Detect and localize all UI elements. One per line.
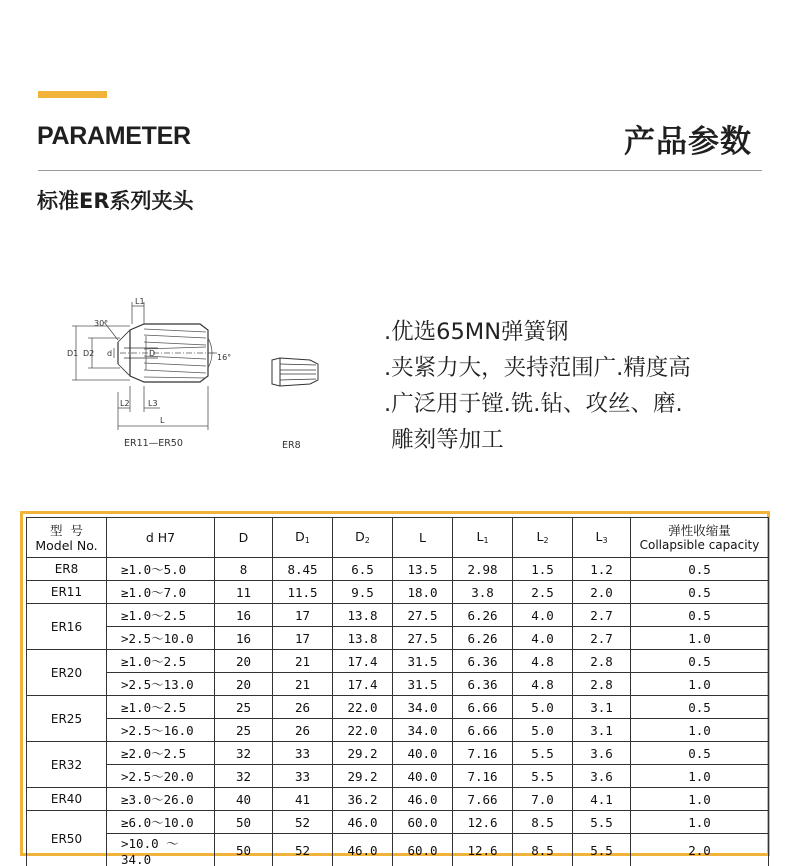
spec-table-body xyxy=(27,558,769,866)
feature-item: .优选65MN弹簧钢 xyxy=(384,319,569,345)
cell-d2: 22.0 xyxy=(333,696,393,719)
cell-l2: 5.5 xyxy=(513,742,573,765)
dim-d-label: d xyxy=(107,349,113,358)
angle-30-label: 30° xyxy=(94,319,109,328)
cell-l3: 5.5 xyxy=(573,811,631,834)
cell-d1: 33 xyxy=(273,742,333,765)
col-header-d1: $D_1$ xyxy=(273,518,333,558)
cell-l1: 7.16 xyxy=(453,742,513,765)
table-row xyxy=(27,558,769,581)
cell-l2: 4.0 xyxy=(513,627,573,650)
cell-l2: 4.8 xyxy=(513,650,573,673)
table-row xyxy=(27,673,769,696)
table-header-row xyxy=(27,518,769,558)
cell-model: ER50 xyxy=(27,811,107,866)
cell-l: 27.5 xyxy=(393,604,453,627)
cell-dh7: >2.5～13.0 xyxy=(107,673,215,696)
cell-d2: 46.0 xyxy=(333,811,393,834)
cell-dh7: ≥1.0～2.5 xyxy=(107,650,215,673)
table-row xyxy=(27,650,769,673)
cell-d2: 36.2 xyxy=(333,788,393,811)
feature-item: .夹紧力大，夹持范围广.精度高 xyxy=(384,355,691,381)
cell-l2: 4.8 xyxy=(513,673,573,696)
dim-l-label: L xyxy=(160,416,165,425)
col-header-model: 型 号 Model No. xyxy=(27,518,107,558)
cell-l: 34.0 xyxy=(393,696,453,719)
cell-l3: 2.7 xyxy=(573,604,631,627)
cell-l: 46.0 xyxy=(393,788,453,811)
cell-dh7: ≥1.0～2.5 xyxy=(107,696,215,719)
cell-dh7: ≥6.0～10.0 xyxy=(107,811,215,834)
col-header-l3: $L_3$ xyxy=(573,518,631,558)
cell-dh7: ≥3.0～26.0 xyxy=(107,788,215,811)
feature-item: .广泛用于镗.铣.钻、攻丝、磨. xyxy=(384,391,683,417)
cell-cap: 0.5 xyxy=(631,604,769,627)
cell-d: 20 xyxy=(215,650,273,673)
cell-l1: 12.6 xyxy=(453,811,513,834)
cell-l2: 1.5 xyxy=(513,558,573,581)
feature-item: 雕刻等加工 xyxy=(384,427,504,453)
cell-l: 18.0 xyxy=(393,581,453,604)
cell-cap: 0.5 xyxy=(631,558,769,581)
cell-d2: 29.2 xyxy=(333,742,393,765)
cell-d2: 29.2 xyxy=(333,765,393,788)
cell-l: 60.0 xyxy=(393,811,453,834)
cell-d: 25 xyxy=(215,719,273,742)
cell-d1: 17 xyxy=(273,627,333,650)
heading-divider xyxy=(38,170,762,171)
product-subtitle: 标准ER系列夹头 xyxy=(37,189,194,213)
cell-d1: 33 xyxy=(273,765,333,788)
cell-dh7: >10.0 ～ 34.0 xyxy=(107,834,215,866)
cell-d: 20 xyxy=(215,673,273,696)
cell-l1: 6.66 xyxy=(453,719,513,742)
col-header-d: D xyxy=(215,518,273,558)
cell-cap: 0.5 xyxy=(631,742,769,765)
dim-d2-label: D2 xyxy=(83,349,95,358)
cell-l1: 7.66 xyxy=(453,788,513,811)
cell-d1: 41 xyxy=(273,788,333,811)
cell-d2: 13.8 xyxy=(333,627,393,650)
col-header-dh7: d H7 xyxy=(107,518,215,558)
cell-d1: 52 xyxy=(273,834,333,866)
cell-d1: 21 xyxy=(273,673,333,696)
col-header-l2: $L_2$ xyxy=(513,518,573,558)
table-row xyxy=(27,604,769,627)
collet-diagram-er11-er50 xyxy=(58,296,244,452)
cell-l2: 7.0 xyxy=(513,788,573,811)
spec-table xyxy=(26,517,769,866)
cell-model: ER32 xyxy=(27,742,107,788)
cell-cap: 1.0 xyxy=(631,719,769,742)
cell-l1: 6.26 xyxy=(453,627,513,650)
cell-dh7: >2.5～20.0 xyxy=(107,765,215,788)
section-title-en: PARAMETER xyxy=(37,122,191,150)
cell-l3: 5.5 xyxy=(573,834,631,866)
cell-d2: 13.8 xyxy=(333,604,393,627)
table-row xyxy=(27,834,769,866)
cell-l: 31.5 xyxy=(393,673,453,696)
cell-l3: 4.1 xyxy=(573,788,631,811)
cell-l3: 2.0 xyxy=(573,581,631,604)
table-row xyxy=(27,742,769,765)
cell-cap: 1.0 xyxy=(631,811,769,834)
cell-model: ER40 xyxy=(27,788,107,811)
cell-l3: 2.7 xyxy=(573,627,631,650)
cell-d1: 26 xyxy=(273,696,333,719)
cell-l3: 3.6 xyxy=(573,765,631,788)
dim-l1-label: L1 xyxy=(135,297,145,306)
angle-16-label: 16° xyxy=(217,353,232,362)
cell-d2: 17.4 xyxy=(333,673,393,696)
table-row xyxy=(27,719,769,742)
spec-table-frame xyxy=(20,511,770,866)
table-row xyxy=(27,581,769,604)
dim-bigd-label: D xyxy=(149,349,156,358)
cell-dh7: ≥1.0～2.5 xyxy=(107,604,215,627)
col-header-d2: $D_2$ xyxy=(333,518,393,558)
table-row xyxy=(27,765,769,788)
cell-l1: 3.8 xyxy=(453,581,513,604)
cell-cap: 2.0 xyxy=(631,834,769,866)
cell-dh7: >2.5～16.0 xyxy=(107,719,215,742)
cell-l3: 1.2 xyxy=(573,558,631,581)
cell-cap: 0.5 xyxy=(631,650,769,673)
feature-list xyxy=(384,314,691,458)
cell-dh7: ≥2.0～2.5 xyxy=(107,742,215,765)
cell-dh7: >2.5～10.0 xyxy=(107,627,215,650)
cell-dh7: ≥1.0～5.0 xyxy=(107,558,215,581)
cell-l1: 2.98 xyxy=(453,558,513,581)
cell-d1: 21 xyxy=(273,650,333,673)
cell-d: 16 xyxy=(215,627,273,650)
cell-d1: 52 xyxy=(273,811,333,834)
cell-d: 32 xyxy=(215,742,273,765)
cell-model: ER25 xyxy=(27,696,107,742)
cell-l1: 6.26 xyxy=(453,604,513,627)
cell-l2: 5.0 xyxy=(513,719,573,742)
cell-d2: 46.0 xyxy=(333,834,393,866)
cell-l3: 2.8 xyxy=(573,673,631,696)
cell-l1: 6.36 xyxy=(453,673,513,696)
table-row xyxy=(27,627,769,650)
cell-l1: 12.6 xyxy=(453,834,513,866)
cell-l2: 2.5 xyxy=(513,581,573,604)
cell-d: 8 xyxy=(215,558,273,581)
cell-d: 25 xyxy=(215,696,273,719)
cell-l: 34.0 xyxy=(393,719,453,742)
col-header-capacity: 弹性收缩量 Collapsible capacity xyxy=(631,518,769,558)
cell-cap: 1.0 xyxy=(631,673,769,696)
diagram-caption-er8: ER8 xyxy=(282,440,301,451)
cell-l: 60.0 xyxy=(393,834,453,866)
cell-l1: 7.16 xyxy=(453,765,513,788)
cell-model: ER16 xyxy=(27,604,107,650)
cell-model: ER8 xyxy=(27,558,107,581)
diagram-caption-er11-er50: ER11—ER50 xyxy=(124,438,183,449)
cell-d: 16 xyxy=(215,604,273,627)
table-row xyxy=(27,811,769,834)
cell-l1: 6.66 xyxy=(453,696,513,719)
dim-d1-label: D1 xyxy=(67,349,79,358)
cell-model: ER11 xyxy=(27,581,107,604)
cell-l2: 5.5 xyxy=(513,765,573,788)
cell-l: 13.5 xyxy=(393,558,453,581)
cell-d2: 9.5 xyxy=(333,581,393,604)
cell-d1: 26 xyxy=(273,719,333,742)
table-row xyxy=(27,788,769,811)
cell-l: 31.5 xyxy=(393,650,453,673)
accent-bar xyxy=(38,91,107,98)
cell-l: 40.0 xyxy=(393,765,453,788)
col-header-l1: $L_1$ xyxy=(453,518,513,558)
cell-l3: 2.8 xyxy=(573,650,631,673)
cell-l: 27.5 xyxy=(393,627,453,650)
cell-l2: 8.5 xyxy=(513,834,573,866)
cell-l2: 8.5 xyxy=(513,811,573,834)
cell-d: 40 xyxy=(215,788,273,811)
cell-l1: 6.36 xyxy=(453,650,513,673)
collet-diagram-er8 xyxy=(266,346,328,452)
dim-l2-label: L2 xyxy=(120,399,130,408)
cell-d2: 22.0 xyxy=(333,719,393,742)
cell-d1: 11.5 xyxy=(273,581,333,604)
cell-d: 32 xyxy=(215,765,273,788)
cell-d: 50 xyxy=(215,811,273,834)
cell-d2: 6.5 xyxy=(333,558,393,581)
cell-cap: 1.0 xyxy=(631,788,769,811)
cell-d1: 17 xyxy=(273,604,333,627)
dim-l3-label: L3 xyxy=(148,399,158,408)
section-title-cn: 产品参数 xyxy=(624,124,752,160)
cell-cap: 0.5 xyxy=(631,696,769,719)
table-row xyxy=(27,696,769,719)
cell-d2: 17.4 xyxy=(333,650,393,673)
cell-model: ER20 xyxy=(27,650,107,696)
cell-l3: 3.1 xyxy=(573,719,631,742)
cell-cap: 1.0 xyxy=(631,765,769,788)
cell-l2: 5.0 xyxy=(513,696,573,719)
col-header-l: L xyxy=(393,518,453,558)
cell-d: 50 xyxy=(215,834,273,866)
cell-l2: 4.0 xyxy=(513,604,573,627)
cell-cap: 0.5 xyxy=(631,581,769,604)
cell-cap: 1.0 xyxy=(631,627,769,650)
cell-d: 11 xyxy=(215,581,273,604)
cell-l3: 3.6 xyxy=(573,742,631,765)
cell-l3: 3.1 xyxy=(573,696,631,719)
cell-d1: 8.45 xyxy=(273,558,333,581)
cell-dh7: ≥1.0～7.0 xyxy=(107,581,215,604)
cell-l: 40.0 xyxy=(393,742,453,765)
